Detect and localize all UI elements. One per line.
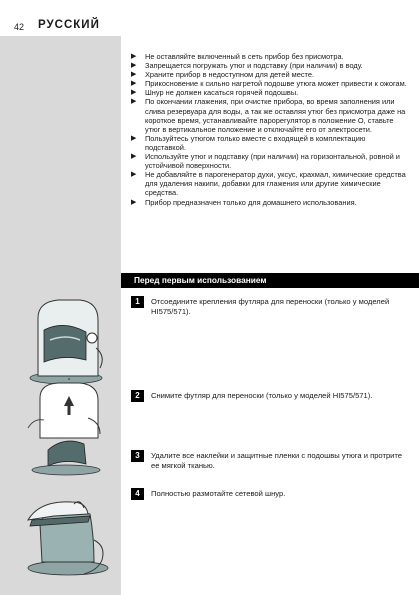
step-number: 4 xyxy=(131,488,144,500)
step-text: Полностью размотайте сетевой шнур. xyxy=(151,489,286,498)
warning-item: ▶ По окончании глажения, при очистке прибора, во время заполнения или слива резервуара для воды, а так же оставляя утюг без присмотра даже на короткое время, устанавливайте парорегулятор в положение O, ставьте утюг в вертикальное положение и отключайте его от электросети. xyxy=(131,97,407,133)
warning-item: ▶ Пользуйтесь утюгом только вместе с входящей в комплектацию подставкой. xyxy=(131,134,407,152)
warning-item: ▶ Запрещается погружать утюг и подставку (при наличии) в воду. xyxy=(131,61,407,70)
step-number: 3 xyxy=(131,450,144,462)
section-title: Перед первым использованием xyxy=(134,275,267,285)
warning-item: ▶ Не добавляйте в парогенератор духи, уксус, крахмал, химические средства для удаления накипи, добавки для глажения или другие химические средства. xyxy=(131,170,407,197)
language-heading: РУССКИЙ xyxy=(38,19,100,31)
step-number: 2 xyxy=(131,390,144,402)
warning-item: ▶ Прибор предназначен только для домашнего использования. xyxy=(131,198,407,207)
step-text: Отсоедините крепления футляра для переноски (только у моделей HI575/571). xyxy=(151,297,390,316)
warning-list xyxy=(131,52,407,207)
step-text: Удалите все наклейки и защитные пленки с подошвы утюга и протрите ее мягкой тканью. xyxy=(151,451,403,470)
warning-item: ▶ Шнур не должен касаться горячей подошвы. xyxy=(131,88,407,97)
carry-case-unlatch-illustration xyxy=(14,290,114,390)
warning-item: ▶ Используйте утюг и подставку (при наличии) на горизонтальной, ровной и устойчивой поверхности. xyxy=(131,152,407,170)
step-text: Снимите футляр для переноски (только у моделей HI575/571). xyxy=(151,391,373,400)
warning-item: ▶ Не оставляйте включенный в сеть прибор без присмотра. xyxy=(131,52,407,61)
step-number: 1 xyxy=(131,296,144,308)
warning-item: ▶ Храните прибор в недоступном для детей месте. xyxy=(131,70,407,79)
warning-item: ▶ Прикосновение к сильно нагретой подошве утюга может привести к ожогам. xyxy=(131,79,407,88)
remove-case-illustration xyxy=(14,378,114,478)
page-number: 42 xyxy=(14,22,25,32)
unwind-cord-illustration xyxy=(14,480,114,580)
